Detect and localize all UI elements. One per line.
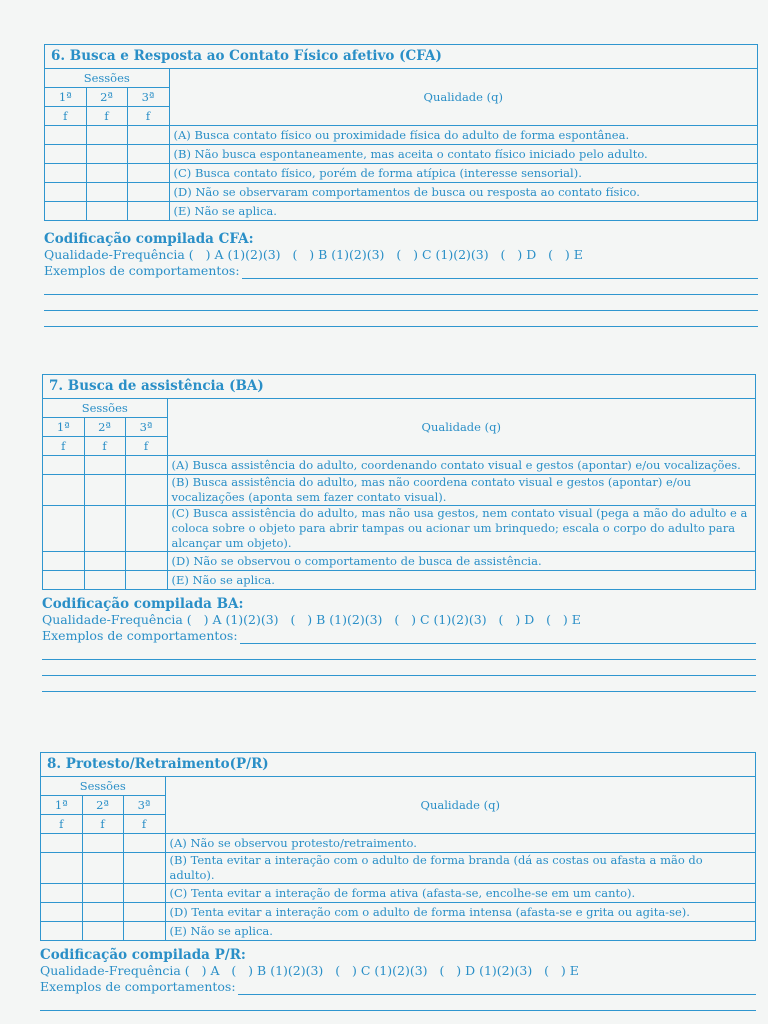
answer-line[interactable]	[240, 631, 756, 644]
answer-line[interactable]	[238, 982, 756, 995]
session-3-cell[interactable]	[127, 164, 169, 183]
section-pr	[40, 752, 756, 1011]
session-2-cell[interactable]	[84, 475, 125, 506]
session-3-cell[interactable]	[127, 183, 169, 202]
session-2-cell[interactable]	[86, 183, 127, 202]
session-3-cell[interactable]	[123, 903, 165, 922]
examples-label: Exemplos de comportamentos:	[40, 979, 236, 994]
table-row	[41, 922, 755, 941]
session-1-cell[interactable]	[41, 903, 82, 922]
table-row	[43, 475, 755, 506]
answer-line[interactable]	[242, 266, 758, 279]
f-label: f	[123, 815, 165, 834]
session-2-cell[interactable]	[86, 126, 127, 145]
examples-label: Exemplos de comportamentos:	[44, 263, 240, 278]
quality-option-d: (D) Não se observaram comportamentos de busca ou resposta ao contato físico.	[169, 183, 757, 202]
table-row	[45, 126, 757, 145]
session-1-cell[interactable]	[43, 506, 84, 552]
f-label: f	[84, 437, 125, 456]
answer-line[interactable]	[40, 995, 756, 1011]
examples-line[interactable]	[44, 263, 758, 279]
session-2-cell[interactable]	[84, 571, 125, 590]
session-3-cell[interactable]	[123, 884, 165, 903]
session-1-cell[interactable]	[45, 126, 86, 145]
pr-compiled	[40, 947, 756, 1011]
sessions-header: Sessões	[45, 69, 169, 88]
session-3-header: 3ª	[123, 796, 165, 815]
session-3-cell[interactable]	[123, 922, 165, 941]
quality-option-e: (E) Não se aplica.	[167, 571, 755, 590]
quality-option-b: (B) Não busca espontaneamente, mas aceita o contato físico iniciado pelo adulto.	[169, 145, 757, 164]
table-row	[45, 202, 757, 221]
session-2-cell[interactable]	[82, 884, 123, 903]
examples-label: Exemplos de comportamentos:	[42, 628, 238, 643]
table-row	[41, 884, 755, 903]
table-row	[43, 571, 755, 590]
quality-option-a: (A) Busca assistência do adulto, coordenando contato visual e gestos (apontar) e/ou vocalizações.	[167, 456, 755, 475]
ba-compiled	[42, 596, 756, 692]
pr-table-box	[40, 752, 756, 941]
session-3-header: 3ª	[125, 418, 167, 437]
session-2-cell[interactable]	[82, 903, 123, 922]
session-2-cell[interactable]	[84, 552, 125, 571]
table-row	[41, 853, 755, 884]
section-cfa	[44, 44, 758, 327]
ba-table-box	[42, 374, 756, 590]
f-label: f	[41, 815, 82, 834]
session-3-cell[interactable]	[127, 126, 169, 145]
table-row	[45, 183, 757, 202]
quality-option-e: (E) Não se aplica.	[169, 202, 757, 221]
compiled-line: Qualidade-Frequência ( ) A (1)(2)(3) ( ) B (1)(2)(3) ( ) C (1)(2)(3) ( ) D ( ) E	[42, 612, 581, 627]
session-2-header: 2ª	[84, 418, 125, 437]
session-1-cell[interactable]	[41, 853, 82, 884]
session-3-cell[interactable]	[125, 456, 167, 475]
session-1-cell[interactable]	[41, 884, 82, 903]
session-1-header: 1ª	[43, 418, 84, 437]
quality-option-c: (C) Tenta evitar a interação de forma ativa (afasta-se, encolhe-se em um canto).	[165, 884, 755, 903]
sessions-header: Sessões	[43, 399, 167, 418]
session-2-cell[interactable]	[84, 506, 125, 552]
table-row	[43, 506, 755, 552]
f-label: f	[82, 815, 123, 834]
quality-option-d: (D) Não se observou o comportamento de busca de assistência.	[167, 552, 755, 571]
session-3-cell[interactable]	[123, 834, 165, 853]
answer-line[interactable]	[44, 295, 758, 311]
quality-header: Qualidade (q)	[169, 69, 757, 126]
session-1-cell[interactable]	[45, 145, 86, 164]
pr-title: 8. Protesto/Retraimento(P/R)	[41, 753, 755, 777]
session-2-cell[interactable]	[82, 853, 123, 884]
compiled-line: Qualidade-Frequência ( ) A (1)(2)(3) ( ) B (1)(2)(3) ( ) C (1)(2)(3) ( ) D ( ) E	[44, 247, 583, 262]
answer-line[interactable]	[44, 311, 758, 327]
session-2-cell[interactable]	[86, 202, 127, 221]
answer-line[interactable]	[42, 644, 756, 660]
f-label: f	[125, 437, 167, 456]
quality-header: Qualidade (q)	[167, 399, 755, 456]
session-1-cell[interactable]	[43, 571, 84, 590]
session-1-header: 1ª	[45, 88, 86, 107]
compiled-title: Codificação compilada P/R:	[40, 947, 246, 963]
session-2-cell[interactable]	[82, 834, 123, 853]
session-2-cell[interactable]	[86, 145, 127, 164]
f-label: f	[86, 107, 127, 126]
session-3-cell[interactable]	[125, 475, 167, 506]
examples-line[interactable]	[40, 979, 756, 995]
pr-table	[41, 777, 755, 940]
table-row	[43, 552, 755, 571]
session-1-cell[interactable]	[45, 164, 86, 183]
session-1-cell[interactable]	[45, 202, 86, 221]
quality-option-a: (A) Não se observou protesto/retraimento.	[165, 834, 755, 853]
f-label: f	[127, 107, 169, 126]
quality-option-a: (A) Busca contato físico ou proximidade física do adulto de forma espontânea.	[169, 126, 757, 145]
ba-title: 7. Busca de assistência (BA)	[43, 375, 755, 399]
session-3-cell[interactable]	[123, 853, 165, 884]
session-3-cell[interactable]	[125, 571, 167, 590]
session-1-cell[interactable]	[41, 834, 82, 853]
quality-option-b: (B) Busca assistência do adulto, mas não coordena contato visual e gestos (apontar) e/ou vocalizações (aponta sem fazer contato visual).	[167, 475, 755, 506]
quality-header: Qualidade (q)	[165, 777, 755, 834]
session-2-cell[interactable]	[84, 456, 125, 475]
quality-option-e: (E) Não se aplica.	[165, 922, 755, 941]
table-row	[41, 834, 755, 853]
session-2-cell[interactable]	[82, 922, 123, 941]
f-label: f	[43, 437, 84, 456]
f-label: f	[45, 107, 86, 126]
quality-option-c: (C) Busca contato físico, porém de forma atípica (interesse sensorial).	[169, 164, 757, 183]
cfa-compiled	[44, 231, 758, 327]
compiled-line: Qualidade-Frequência ( ) A ( ) B (1)(2)(3) ( ) C (1)(2)(3) ( ) D (1)(2)(3) ( ) E	[40, 963, 579, 978]
section-ba	[42, 374, 756, 692]
sessions-header: Sessões	[41, 777, 165, 796]
ba-table	[43, 399, 755, 589]
answer-line[interactable]	[44, 279, 758, 295]
session-3-cell[interactable]	[125, 506, 167, 552]
table-row	[41, 903, 755, 922]
session-3-header: 3ª	[127, 88, 169, 107]
session-2-header: 2ª	[82, 796, 123, 815]
answer-line[interactable]	[42, 676, 756, 692]
session-1-header: 1ª	[41, 796, 82, 815]
compiled-title: Codificação compilada CFA:	[44, 231, 254, 247]
quality-option-c: (C) Busca assistência do adulto, mas não usa gestos, nem contato visual (pega a mão do adulto e a coloca sobre o objeto para abrir tampas ou acionar um brinquedo; escala o corpo do adulto para alcançar um objeto).	[167, 506, 755, 552]
answer-line[interactable]	[42, 660, 756, 676]
quality-option-b: (B) Tenta evitar a interação com o adulto de forma branda (dá as costas ou afasta a mão do adulto).	[165, 853, 755, 884]
session-3-cell[interactable]	[127, 202, 169, 221]
session-2-cell[interactable]	[86, 164, 127, 183]
quality-option-d: (D) Tenta evitar a interação com o adulto de forma intensa (afasta-se e grita ou agita-se).	[165, 903, 755, 922]
examples-line[interactable]	[42, 628, 756, 644]
table-row	[43, 456, 755, 475]
session-1-cell[interactable]	[45, 183, 86, 202]
session-2-header: 2ª	[86, 88, 127, 107]
session-3-cell[interactable]	[125, 552, 167, 571]
session-1-cell[interactable]	[43, 552, 84, 571]
cfa-table-box	[44, 44, 758, 221]
cfa-table	[45, 69, 757, 220]
session-1-cell[interactable]	[43, 475, 84, 506]
session-3-cell[interactable]	[127, 145, 169, 164]
session-1-cell[interactable]	[41, 922, 82, 941]
table-row	[45, 164, 757, 183]
compiled-title: Codificação compilada BA:	[42, 596, 244, 612]
table-row	[45, 145, 757, 164]
cfa-title: 6. Busca e Resposta ao Contato Físico afetivo (CFA)	[45, 45, 757, 69]
session-1-cell[interactable]	[43, 456, 84, 475]
